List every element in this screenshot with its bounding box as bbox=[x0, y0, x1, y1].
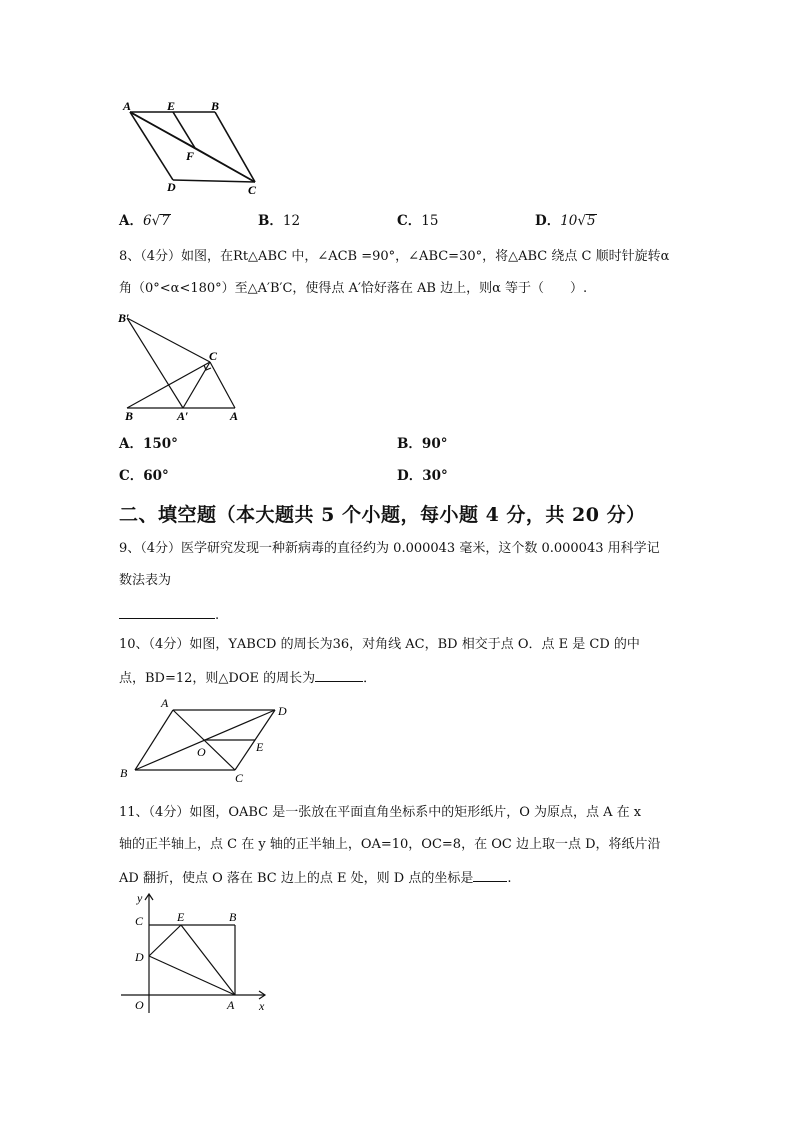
q7-option-c-letter: C． bbox=[397, 213, 422, 229]
q8-option-d-value: 30° bbox=[422, 468, 448, 484]
q8-stem-line1: 8、（4分）如图，在Rt△ABC 中，∠ACB =90°，∠ABC=30°，将△ABC 绕点 C 顺时针旋转α bbox=[119, 249, 670, 264]
q8-option-c bbox=[119, 468, 169, 484]
q11-segment-ea bbox=[181, 925, 235, 995]
q9-answer bbox=[119, 606, 219, 624]
q11-label-y: y bbox=[137, 891, 143, 905]
q7-label-e: E bbox=[167, 99, 176, 113]
q8-label-aprime: A′ bbox=[177, 409, 189, 423]
q7-option-a bbox=[119, 213, 171, 229]
q7-option-a-radicand: 7 bbox=[161, 213, 170, 229]
q7-option-b-letter: B． bbox=[258, 213, 283, 229]
q7-label-a: A bbox=[123, 99, 132, 113]
q8-option-c-letter: C． bbox=[119, 468, 144, 484]
q10-label-d: D bbox=[278, 704, 287, 718]
q7-edge-cd bbox=[173, 180, 255, 182]
q10-parallelogram-figure bbox=[115, 695, 295, 785]
q11-label-a: A bbox=[227, 998, 235, 1012]
q7-option-d-letter: D． bbox=[535, 213, 561, 229]
q8-stem-line2: 角（0°<α<180°）至△A′B′C，使得点 A′恰好落在 AB 边上，则α 等于（ ）. bbox=[119, 281, 588, 296]
q10-label-e: E bbox=[256, 740, 264, 754]
q10-label-c: C bbox=[235, 771, 244, 785]
q9-answer-blank[interactable] bbox=[119, 606, 215, 619]
q8-option-b-value: 90° bbox=[421, 436, 448, 452]
q11-stem-line3 bbox=[119, 869, 511, 887]
q7-label-f: F bbox=[186, 149, 195, 163]
q11-label-o: O bbox=[135, 998, 144, 1012]
q11-answer-blank[interactable] bbox=[473, 869, 507, 882]
q7-option-d-coef: 10 bbox=[560, 213, 578, 229]
section-heading-fill-in: 二、填空题（本大题共 5 个小题，每小题 4 分，共 20 分） bbox=[119, 504, 646, 526]
q10-stem-line1: 10、（4分）如图，ΥABCD 的周长为36，对角线 AC，BD 相交于点 O．点 E 是 CD 的中 bbox=[119, 637, 640, 652]
q7-label-b: B bbox=[211, 99, 220, 113]
q10-label-o: O bbox=[197, 745, 206, 759]
q7-option-d bbox=[535, 213, 597, 229]
q9-stem-line1: 9、（4分）医学研究发现一种新病毒的直径约为 0.000043 毫米，这个数 0.000043 用科学记 bbox=[119, 541, 660, 556]
q10-stem-text: 点，BD=12，则△DOE 的周长为 bbox=[119, 671, 316, 686]
q11-segment-de bbox=[149, 925, 181, 956]
q11-coordinate-figure bbox=[115, 888, 275, 1018]
q7-option-d-radicand: 5 bbox=[587, 213, 596, 229]
q11-segment-da bbox=[149, 956, 235, 995]
q11-label-c: C bbox=[135, 914, 144, 928]
q8-edge-bp-ap bbox=[127, 318, 183, 408]
q7-edge-da bbox=[130, 112, 173, 180]
q8-edge-b-c bbox=[127, 362, 210, 408]
q7-label-d: D bbox=[167, 180, 176, 194]
q11-stem-line1: 11、（4分）如图，OABC 是一张放在平面直角坐标系中的矩形纸片，O 为原点，点 A 在 x bbox=[119, 805, 642, 820]
q8-option-b-letter: B． bbox=[397, 436, 422, 452]
q7-segment-af bbox=[130, 112, 195, 148]
q10-label-b: B bbox=[120, 766, 128, 780]
q10-answer-blank[interactable] bbox=[315, 669, 363, 682]
q7-option-b bbox=[258, 213, 300, 229]
q11-stem-text: AD 翻折，使点 O 落在 BC 边上的点 E 处，则 D 点的坐标是 bbox=[119, 871, 474, 886]
q11-label-x: x bbox=[259, 999, 265, 1013]
q8-label-b: B bbox=[125, 409, 134, 423]
q8-label-c: C bbox=[209, 349, 218, 363]
q8-label-a: A bbox=[230, 409, 239, 423]
q9-answer-period: . bbox=[215, 608, 220, 623]
q7-option-b-value: 12 bbox=[282, 213, 301, 229]
q10-stem-line2 bbox=[119, 669, 376, 687]
q11-stem-line2: 轴的正半轴上，点 C 在 y 轴的正半轴上，OA=10，OC=8，在 OC 边上取一点 D，将纸片沿 bbox=[119, 837, 661, 852]
q8-option-b bbox=[397, 436, 447, 452]
q8-option-a-value: 150° bbox=[142, 436, 178, 452]
q8-edge-c-a bbox=[210, 362, 235, 408]
q8-option-d-letter: D． bbox=[397, 468, 423, 484]
q8-option-c-value: 60° bbox=[143, 468, 169, 484]
q7-option-a-coef: 6 bbox=[142, 213, 152, 229]
q8-edge-bp-c bbox=[127, 318, 210, 362]
q8-option-d bbox=[397, 468, 448, 484]
q8-triangle-figure bbox=[115, 310, 250, 425]
q7-option-a-letter: A． bbox=[119, 213, 143, 229]
q11-label-d: D bbox=[135, 950, 144, 964]
q8-label-bprime: B′ bbox=[118, 311, 130, 325]
q10-label-a: A bbox=[161, 696, 169, 710]
q11-label-b: B bbox=[229, 910, 237, 924]
q7-parallelogram-figure bbox=[115, 98, 275, 198]
q7-option-c bbox=[397, 213, 438, 229]
q8-option-a bbox=[119, 436, 178, 452]
q7-option-c-value: 15 bbox=[421, 213, 439, 229]
q11-stem-end: . bbox=[507, 871, 512, 886]
q7-radical-sign: √ bbox=[151, 213, 161, 229]
q10-stem-end: ． bbox=[363, 671, 377, 686]
q7-label-c: C bbox=[248, 183, 257, 197]
q8-option-a-letter: A． bbox=[119, 436, 143, 452]
q9-stem-line2: 数法表为 bbox=[119, 573, 172, 588]
q11-label-e: E bbox=[177, 910, 185, 924]
q7-radical-sign-d: √ bbox=[577, 213, 587, 229]
q10-edge-ba bbox=[135, 710, 173, 770]
